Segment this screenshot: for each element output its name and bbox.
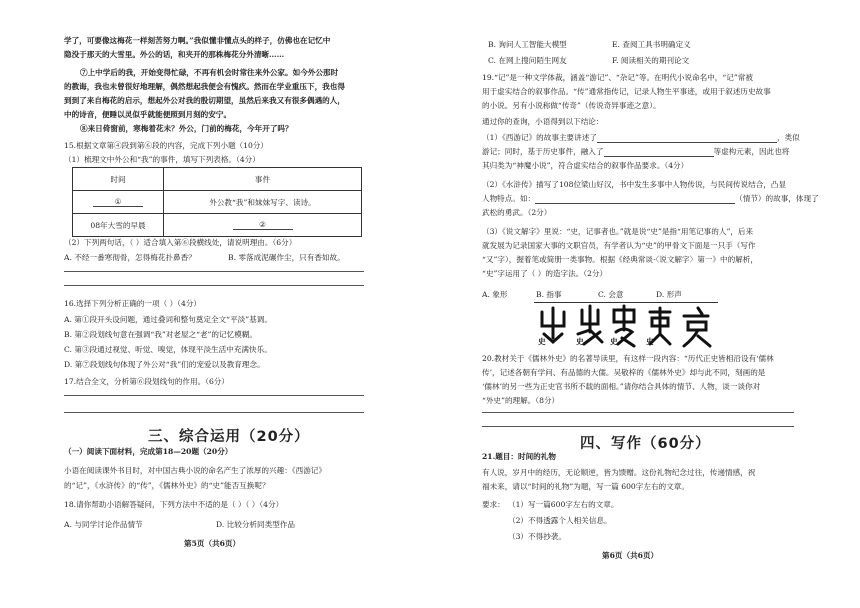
para7-line-3: 到到了来自梅花的启示，想起外公对我的殷切期望，虽然后来我又有很多偶遇的人， — [64, 96, 345, 105]
q19-2-line-3: 武松的勇武。（2分） — [482, 208, 552, 217]
glyph-option-c: C. 会意 — [598, 290, 624, 299]
q16-option-b: B. 第②段划线句意在强调“我”对老屋之“老”的记忆模糊。 — [64, 330, 257, 339]
q19-1-blank-1[interactable] — [597, 142, 777, 143]
table-header-event: 事件 — [164, 168, 362, 191]
requirement-1: （1）写一篇600字左右的文章。 — [508, 500, 619, 509]
glyph-option-b: B. 指事 — [536, 290, 562, 299]
right-page-footer: 第6页（共6页） — [602, 551, 659, 560]
q19-2-line-2 — [482, 194, 819, 204]
q17-stem: 17.结合全文，分析第⑥段划线句的作用。（6分） — [64, 377, 229, 386]
q21-title: 21.题目：时间的礼物 — [482, 452, 556, 461]
s3-text-line-1: 小语在阅读课外书目时，对中国古典小说的命名产生了浓厚的兴趣：《西游记》 — [64, 466, 326, 475]
q20-line-3: ‘儒林’的另一些为正史官书所不载的面相。”请你结合具体的情节、人物，谈一谈你对 — [482, 382, 761, 391]
q19-2-blank[interactable] — [535, 203, 735, 204]
para8: ⑧来日倚窗前，寒梅着花未？外公，门前的梅花，今年开了吗？ — [80, 124, 293, 133]
answer-line-q15-2[interactable] — [64, 285, 364, 286]
q20-line-1: 20.教材关于《儒林外史》的名著导读里，有这样一段内容：“历代正史皆相沿设有‘儒林 — [482, 354, 774, 363]
q19-1-line-1 — [482, 133, 800, 143]
q19-line-3: 的小说。另有小说称做“传奇”（传说奇异事迹之意）。 — [482, 101, 661, 110]
section4-title: 四、写作（60分） — [580, 436, 711, 452]
q15-sub2: （2）下列两句话，（ ）适合填入第⑥段横线处，请说明理由。（6分） — [64, 238, 297, 247]
q21-line-1: 有人说，岁月中的经历，无论顺逆，皆为馈赠。这份礼物纪念过往，传递情感，祝 — [482, 468, 756, 477]
intro-line-1: 学了，可要像这梅花一样刻苦努力啊。”我似懂非懂点头的样子，仿佛也在记忆中 — [64, 36, 331, 45]
glyph-row-top-line — [534, 302, 718, 303]
q19-2-text-b: （情节）的故事，体现了 — [735, 194, 819, 203]
q19-3-line-2: 就发展为记录国家大事的文职官员，有学者认为“史”的甲骨文下面是一只手（写作 — [482, 241, 756, 250]
q18-option-f: F. 阅读相关的期刊论文 — [612, 56, 690, 65]
q15-option-a: A. 不经一番寒彻骨，怎得梅花扑鼻香？ — [64, 253, 196, 262]
table-cell-event-1: 外公教“我”和妹妹写字、读诗。 — [164, 191, 362, 214]
answer-line-q15-1[interactable] — [64, 271, 364, 272]
requirement-3: （3）不得抄袭。 — [508, 532, 566, 541]
para7-line-1: ⑦上中学后的我，开始变得忙碌，不再有机会时常往来外公家。如今外公那时 — [80, 68, 339, 77]
q16-option-a: A. 第①段开头设问题，通过叠词和整句奠定全文“平淡”基调。 — [64, 315, 272, 324]
q19-intro: 通过你的查询，小语得到以下结论： — [482, 117, 604, 126]
glyph-caption-4: 史 — [646, 337, 654, 346]
q19-3-line-4: “史”字运用了（ ）的造字法。（2分） — [482, 269, 608, 278]
s3-text-line-2: 的“记”，《水浒传》的“传”，《儒林外史》的“史”能否互换呢？ — [64, 481, 270, 490]
glyph-caption-1: 史 — [538, 337, 546, 346]
q19-1-text-a: （1）《西游记》的故事主要讲述了 — [482, 133, 597, 142]
q19-3-line-3: “又”字），握着笔或简册一类事物。根据《经典常谈·〈说文解字〉第一》中的解析， — [482, 255, 758, 264]
q20-line-4: “外史”的理解。（8分） — [482, 396, 560, 405]
event-table — [72, 167, 362, 237]
q19-1-text-c: 游记；同时，基于历史事件，融入了 — [482, 147, 604, 156]
requirement-2: （2）不得透露个人相关信息。 — [508, 516, 612, 525]
q15-option-b: B. 零落成泥碾作尘，只有香如故。 — [228, 253, 345, 262]
q19-line-1: 19.“记”是一种文学体裁，涵盖“游记”、“杂记”等。在明代小说命名中，“记”常被 — [482, 73, 753, 82]
q18-option-d: D. 比较分析同类型作品 — [216, 520, 295, 529]
answer-line-q17-2[interactable] — [64, 412, 364, 413]
q18-option-a: A. 与同学讨论作品情节 — [64, 520, 143, 529]
q18-option-b: B. 询问人工智能大模型 — [488, 40, 567, 49]
glyph-caption-2: 史 — [576, 337, 584, 346]
q19-1-line-3: 其归类为“神魔小说”，符合虚实结合的叙事作品要求。（4分） — [482, 161, 689, 170]
q18-stem: 18.请你帮助小语解答疑问，下列方法中不适的是（ ）（ ）（4分） — [64, 500, 284, 509]
answer-line-q17-1[interactable] — [64, 395, 364, 396]
q19-1-line-2 — [482, 147, 789, 157]
q15-stem: 15.根据文章第④段到第⑥段的内容，完成下列小题（10分） — [64, 141, 268, 150]
q19-2-line-1: （2）《水浒传》描写了108位梁山好汉，书中发生多事中人物传说，与民间传说结合，凸显 — [482, 180, 787, 189]
q19-1-blank-2[interactable] — [604, 156, 714, 157]
q21-line-2: 福未来，请以“时间的礼物”为题，写一篇 600字左右的文章。 — [482, 482, 689, 491]
section3-title: 三、综合运用（20分） — [148, 429, 310, 445]
q19-1-text-b: ，类似 — [776, 133, 800, 142]
glyph-caption-3: 史 — [610, 337, 618, 346]
q18-option-e: E. 查阅工具书明确定义 — [612, 40, 691, 49]
q16-stem: 16.选择下列分析正确的一项（ ）（4分） — [64, 299, 202, 308]
answer-line-q20-2[interactable] — [482, 426, 794, 427]
glyph-option-a: A. 象形 — [482, 290, 508, 299]
table-header-time: 时间 — [73, 168, 164, 191]
q16-option-c: C. 第③段通过视觉、听觉、嗅觉，体现平淡生活中充满快乐。 — [64, 345, 272, 354]
table-cell-time-2: 08年大雪的早晨 — [73, 214, 164, 237]
glyph-option-d: D. 形声 — [656, 290, 682, 299]
para7-line-4: 中的诗音，便睡以灵似乎就能便照到月刻的安宁。 — [64, 110, 232, 119]
para7-line-2: 的教诲，我也未曾很好地理解，偶然想起我便会有愧疚。然而在学业重压下，我也得 — [64, 82, 345, 91]
q19-3-line-1: （3）《说文解字》里说：“史，记事者也。”就是说“史”是指“用笔记事的人”，后来 — [482, 227, 754, 236]
section3-subtitle: （一）阅读下面材料，完成第18—20题（20分） — [64, 447, 233, 456]
regular-glyph-5 — [676, 304, 716, 350]
q16-option-d: D. 第⑦段划线句体现了外公对“我”们的宠爱以及教育理念。 — [64, 360, 265, 369]
q15-sub1: （1）梳理文中外公和“我”的事件，填写下列表格。（4分） — [64, 155, 260, 164]
q18-option-c: C. 在网上搜问陌生网友 — [488, 56, 567, 65]
intro-line-2: 隐没于那天的大雪里。外公的话，和夹开的那株梅花分外清晰…… — [64, 50, 285, 59]
q20-line-2: 传’，记述各朝有学问、有品德的大儒。吴敬梓的《儒林外史》却与此不同，刻画的是 — [482, 368, 766, 377]
answer-line-q20-1[interactable] — [482, 412, 794, 413]
left-page-footer: 第5页（共6页） — [184, 539, 241, 548]
q19-line-2: 用于虚实结合的叙事作品。“传”通常指传记，记录人物生平事迹，或用于叙述历史故事 — [482, 87, 771, 96]
table-cell-event-2[interactable]: ② — [164, 214, 362, 237]
q19-1-text-d: 等虚构元素，因此也将 — [713, 147, 790, 156]
requirements-label: 要求： — [482, 500, 505, 509]
q19-2-text-a: 人物特点。如： — [482, 194, 536, 203]
table-cell-time-1[interactable]: ① — [73, 191, 164, 214]
